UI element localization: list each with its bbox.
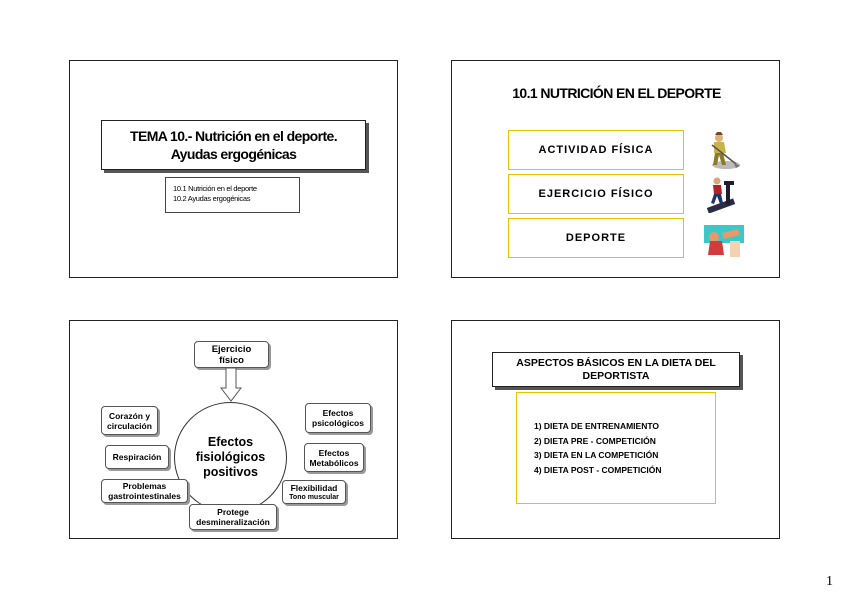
protege-line1: Protege	[217, 507, 249, 517]
treadmill-runner-clipart-icon	[704, 175, 738, 213]
page-number: 1	[826, 574, 833, 589]
problemas-gastrointestinales-box	[101, 479, 188, 503]
ejercicio-fisico-box	[194, 341, 269, 368]
efectos-fisiologicos-line1: Efectos	[207, 435, 254, 449]
slide-2	[451, 60, 780, 278]
diet-item-3: 3) DIETA EN LA COMPETICIÓN	[534, 450, 659, 460]
slide-1-title-line2: Ayudas ergogénicas	[170, 146, 297, 162]
efectos-fisiologicos-line2: fisiológicos	[195, 450, 266, 464]
psico-line1: Efectos	[322, 408, 354, 418]
flex-line1: Flexibilidad	[290, 482, 338, 493]
down-arrow-icon	[220, 368, 242, 402]
slide-1-title-line1: TEMA 10.- Nutrición en el deporte.	[130, 128, 337, 144]
slide-4-title-line2: DEPORTISTA	[582, 370, 650, 382]
efectos-fisiologicos-circle	[174, 402, 287, 513]
flex-line2: Tono muscular	[289, 493, 339, 501]
protege-desmineralizacion-box	[189, 504, 277, 530]
corazon-line1: Corazón y	[108, 410, 151, 421]
ejercicio-fisico-line1: Ejercicio	[211, 343, 252, 355]
box-deporte-label: DEPORTE	[565, 232, 627, 244]
box-actividad-fisica	[508, 130, 684, 170]
box-ejercicio-fisico-label: EJERCICIO FÍSICO	[538, 188, 654, 200]
slide-4	[451, 320, 780, 539]
psico-line2: psicológicos	[312, 418, 364, 428]
slide-4-title-line1: ASPECTOS BÁSICOS EN LA DIETA DEL	[516, 357, 716, 369]
box-ejercicio-fisico	[508, 174, 684, 214]
slide-1-subtopic-1: 10.1 Nutrición en el deporte	[173, 184, 257, 193]
problemas-line2: gastrointestinales	[108, 491, 181, 501]
efectos-fisiologicos-line3: positivos	[203, 465, 258, 479]
gardener-clipart-icon	[702, 131, 744, 171]
corazon-line2: circulación	[107, 420, 152, 431]
corazon-circulacion-box	[101, 406, 158, 435]
efectos-metabolicos-box	[304, 443, 364, 472]
problemas-line1: Problemas	[122, 481, 167, 491]
meta-line2: Metabólicos	[309, 457, 359, 468]
efectos-psicologicos-box	[305, 403, 371, 433]
slide-1-subtopics-box	[165, 177, 300, 213]
slide-3	[69, 320, 398, 539]
diet-item-4: 4) DIETA POST - COMPETICIÓN	[534, 464, 662, 475]
slide-4-title-box	[492, 352, 740, 387]
flexibilidad-box	[282, 480, 346, 504]
ejercicio-fisico-line2: físico	[219, 354, 244, 366]
meta-line1: Efectos	[318, 447, 350, 458]
box-deporte	[508, 218, 684, 258]
protege-line2: desmineralización	[196, 517, 270, 527]
slide-2-title: 10.1 NUTRICIÓN EN EL DEPORTE	[512, 85, 721, 101]
diet-item-1: 1) DIETA DE ENTRENAMIENTO	[534, 421, 659, 431]
respiracion-label: Respiración	[112, 452, 162, 462]
slide-1	[69, 60, 398, 278]
respiracion-box	[105, 445, 169, 469]
sports-athlete-clipart-icon	[704, 225, 744, 261]
slide-1-title-box	[101, 120, 366, 170]
diet-item-2: 2) DIETA PRE - COMPETICIÓN	[534, 435, 656, 446]
diet-list-box	[516, 392, 716, 504]
box-actividad-fisica-label: ACTIVIDAD FÍSICA	[538, 144, 654, 156]
slide-1-subtopic-2: 10.2 Ayudas ergogénicas	[173, 193, 251, 203]
